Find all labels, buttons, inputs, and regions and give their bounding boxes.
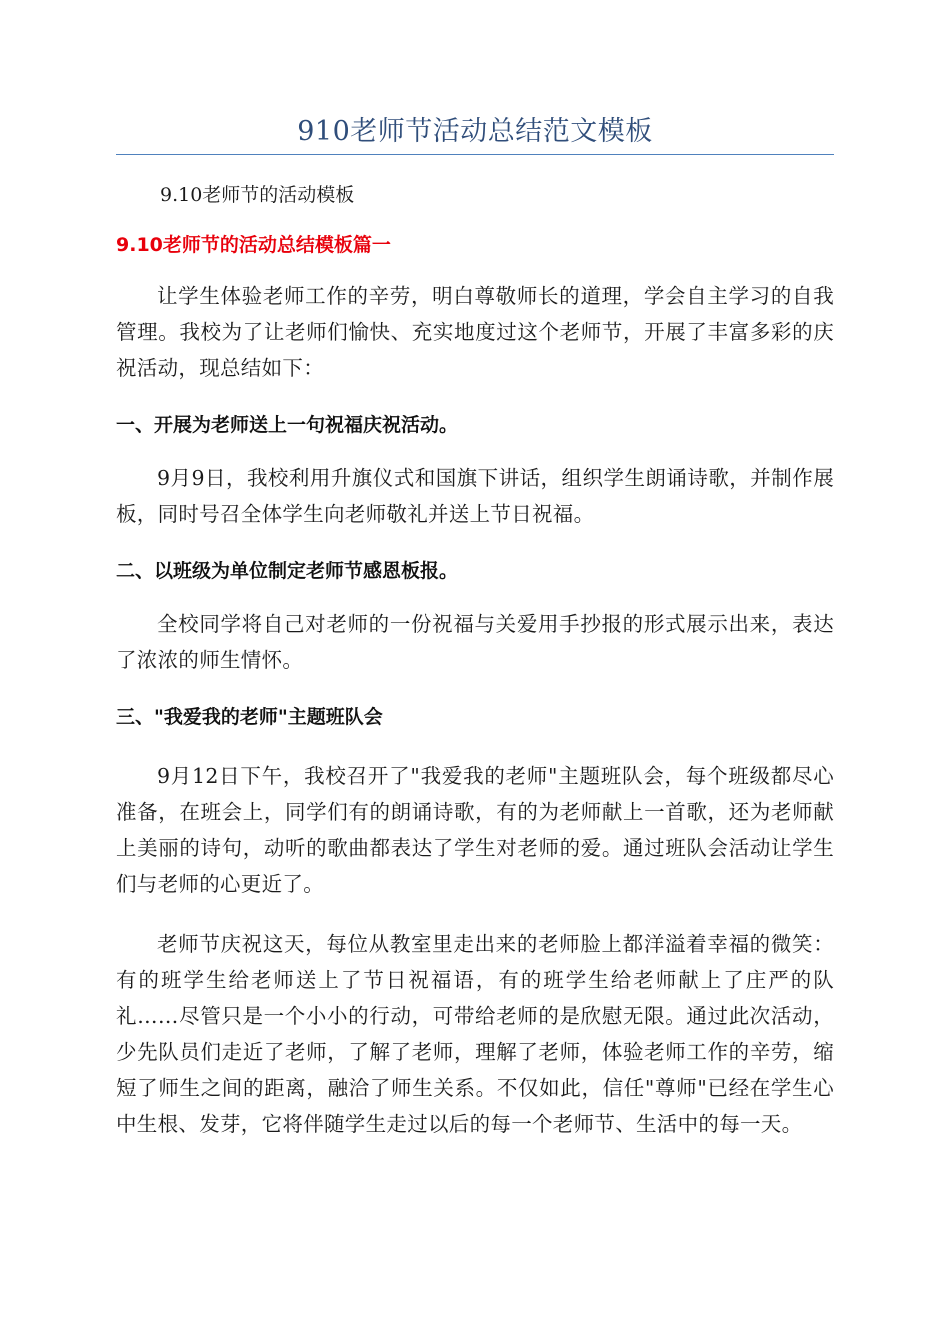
subheading-1: 一、开展为老师送上一句祝福庆祝活动。 [116, 414, 459, 436]
paragraph-3: 9月12日下午，我校召开了"我爱我的老师"主题班队会，每个班级都尽心准备，在班会上，同学们有的朗诵诗歌，有的为老师献上一首歌，还为老师献上美丽的诗句，动听的歌曲都表达了学生对老师的爱。通过班队会活动让学生们与老师的心更近了。 [116, 764, 834, 896]
subheading-3: 三、"我爱我的老师"主题班队会 [116, 706, 383, 728]
intro-line: 9.10老师节的活动模板 [160, 184, 355, 206]
title-underline [116, 154, 834, 155]
paragraph-4: 老师节庆祝这天，每位从教室里走出来的老师脸上都洋溢着幸福的微笑：有的班学生给老师送上了节日祝福语，有的班学生给老师献上了庄严的队礼……尽管只是一个小小的行动，可带给老师的是欣慰无限。通过此次活动，少先队员们走近了老师，了解了老师，理解了老师，体验老师工作的辛劳，缩短了师生之间的距离，融洽了师生关系。不仅如此，信任"尊师"已经在学生心中生根、发芽，它将伴随学生走过以后的每一个老师节、生活中的每一天。 [116, 932, 834, 1136]
paragraph-intro: 让学生体验老师工作的辛劳，明白尊敬师长的道理，学会自主学习的自我管理。我校为了让老师们愉快、充实地度过这个老师节，开展了丰富多彩的庆祝活动，现总结如下： [116, 284, 834, 380]
section-heading: 9.10老师节的活动总结模板篇一 [116, 234, 391, 256]
paragraph-2: 全校同学将自己对老师的一份祝福与关爱用手抄报的形式展示出来，表达了浓浓的师生情怀。 [116, 612, 834, 672]
document-title: 910老师节活动总结范文模板 [297, 116, 653, 147]
subheading-2: 二、以班级为单位制定老师节感恩板报。 [116, 560, 459, 582]
paragraph-1: 9月9日，我校利用升旗仪式和国旗下讲话，组织学生朗诵诗歌，并制作展板，同时号召全体学生向老师敬礼并送上节日祝福。 [116, 466, 834, 526]
